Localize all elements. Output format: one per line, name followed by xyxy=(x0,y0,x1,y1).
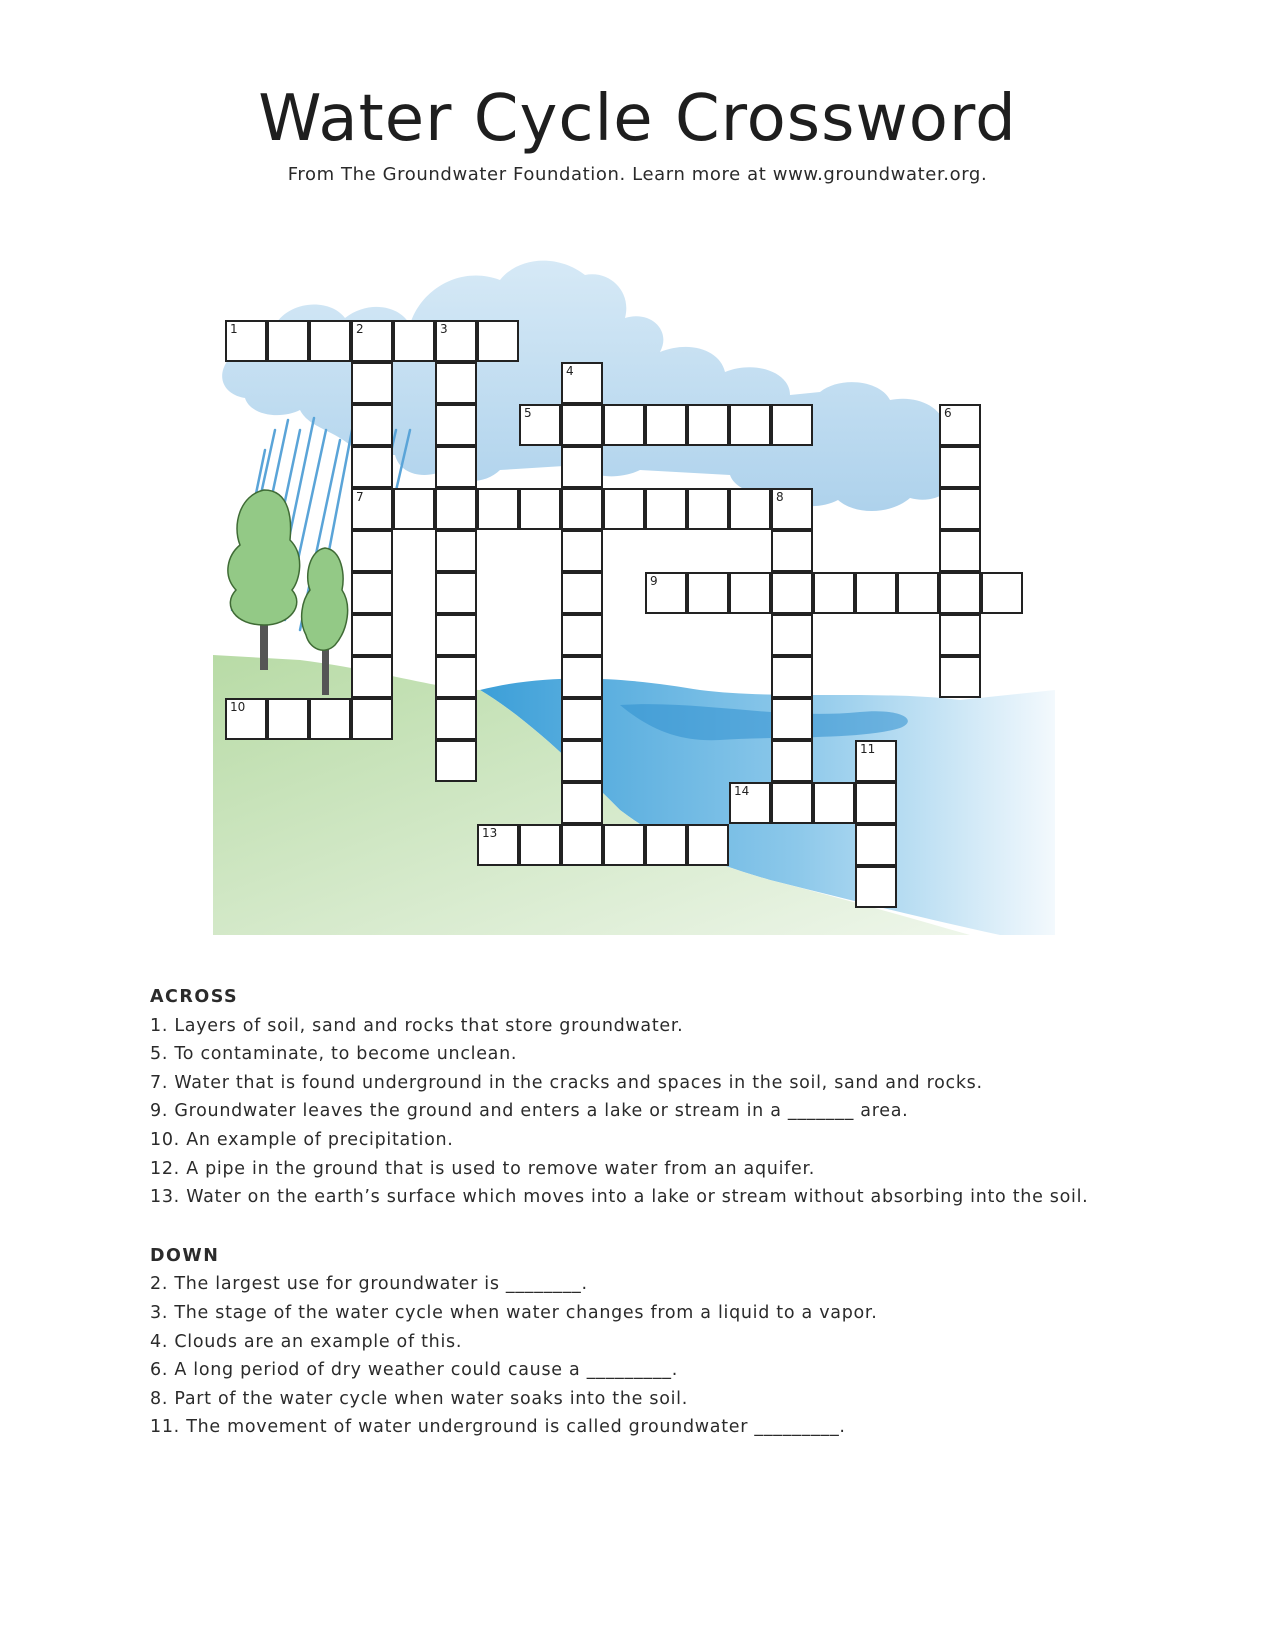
clue-number: 3 xyxy=(440,322,448,336)
clue-spacer xyxy=(150,1212,1150,1242)
grid-cell[interactable] xyxy=(855,782,897,824)
across-clue: 9. Groundwater leaves the ground and enters a lake or stream in a _______ area. xyxy=(150,1101,909,1122)
grid-cell[interactable] xyxy=(351,614,393,656)
across-heading: ACROSS xyxy=(150,987,239,1007)
clue-number: 4 xyxy=(566,364,574,378)
down-clue: 8. Part of the water cycle when water soaks into the soil. xyxy=(150,1388,688,1409)
page-title: Water Cycle Crossword xyxy=(258,82,1017,156)
grid-cell[interactable] xyxy=(561,572,603,614)
grid-cell[interactable] xyxy=(939,488,981,530)
grid-cell[interactable] xyxy=(855,572,897,614)
grid-cell[interactable] xyxy=(687,572,729,614)
grid-cell[interactable] xyxy=(477,824,519,866)
grid-cell[interactable] xyxy=(603,404,645,446)
grid-cell[interactable] xyxy=(939,530,981,572)
grid-cell[interactable] xyxy=(897,572,939,614)
grid-cell[interactable] xyxy=(939,656,981,698)
clue-number: 13 xyxy=(482,826,498,840)
clues-section xyxy=(150,983,1150,1442)
grid-cell[interactable] xyxy=(729,404,771,446)
grid-cell[interactable] xyxy=(855,866,897,908)
grid-cell[interactable] xyxy=(603,824,645,866)
grid-cell[interactable] xyxy=(603,488,645,530)
grid-cell[interactable] xyxy=(855,824,897,866)
grid-cell[interactable] xyxy=(939,614,981,656)
clue-number: 6 xyxy=(944,406,952,420)
grid-cell[interactable] xyxy=(435,656,477,698)
across-clue: 12. A pipe in the ground that is used to remove water from an aquifer. xyxy=(150,1158,816,1179)
grid-cell[interactable] xyxy=(477,320,519,362)
across-clue-list xyxy=(150,1012,1150,1212)
down-clue: 6. A long period of dry weather could cause a _________. xyxy=(150,1360,679,1381)
grid-cell[interactable] xyxy=(561,782,603,824)
grid-cell[interactable] xyxy=(729,782,771,824)
grid-cell[interactable] xyxy=(351,656,393,698)
across-clue: 5. To contaminate, to become unclean. xyxy=(150,1044,518,1065)
grid-cell[interactable] xyxy=(351,362,393,404)
grid-cell[interactable] xyxy=(687,824,729,866)
grid-cell[interactable] xyxy=(561,656,603,698)
clue-number: 5 xyxy=(524,406,532,420)
grid-cell[interactable] xyxy=(771,572,813,614)
grid-cell[interactable] xyxy=(939,572,981,614)
grid-cell[interactable] xyxy=(561,530,603,572)
grid-cell[interactable] xyxy=(771,698,813,740)
grid-cell[interactable] xyxy=(435,446,477,488)
grid-cell[interactable] xyxy=(267,698,309,740)
down-clue: 3. The stage of the water cycle when water changes from a liquid to a vapor. xyxy=(150,1302,878,1323)
grid-cell[interactable] xyxy=(687,488,729,530)
across-clue: 13. Water on the earth’s surface which moves into a lake or stream without absorbing into the soil. xyxy=(150,1187,1089,1208)
grid-cell[interactable] xyxy=(435,320,477,362)
grid-cell[interactable] xyxy=(561,614,603,656)
clue-number: 7 xyxy=(356,490,364,504)
clue-number: 1 xyxy=(230,322,238,336)
grid-cell[interactable] xyxy=(435,404,477,446)
grid-cell[interactable] xyxy=(561,362,603,404)
clue-number: 11 xyxy=(860,742,876,756)
grid-cell[interactable] xyxy=(771,656,813,698)
across-clue: 10. An example of precipitation. xyxy=(150,1129,454,1150)
clue-number: 14 xyxy=(734,784,750,798)
grid-cell[interactable] xyxy=(813,572,855,614)
grid-cell[interactable] xyxy=(477,488,519,530)
grid-cell[interactable] xyxy=(939,446,981,488)
grid-cell[interactable] xyxy=(435,362,477,404)
grid-cell[interactable] xyxy=(519,824,561,866)
grid-cell[interactable] xyxy=(351,320,393,362)
grid-cell[interactable] xyxy=(351,404,393,446)
grid-cell[interactable] xyxy=(981,572,1023,614)
grid-cell[interactable] xyxy=(351,530,393,572)
grid-cell[interactable] xyxy=(519,404,561,446)
grid-cell[interactable] xyxy=(771,782,813,824)
grid-cell[interactable] xyxy=(225,320,267,362)
grid-cell[interactable] xyxy=(393,320,435,362)
grid-cell[interactable] xyxy=(435,530,477,572)
grid-cell[interactable] xyxy=(351,572,393,614)
clue-number: 10 xyxy=(230,700,246,714)
grid-cell[interactable] xyxy=(687,404,729,446)
grid-cell[interactable] xyxy=(435,488,477,530)
grid-cell[interactable] xyxy=(561,824,603,866)
grid-cell[interactable] xyxy=(813,782,855,824)
grid-cell[interactable] xyxy=(267,320,309,362)
grid-cell[interactable] xyxy=(561,698,603,740)
grid-cell[interactable] xyxy=(855,740,897,782)
grid-cell[interactable] xyxy=(561,488,603,530)
grid-cell[interactable] xyxy=(225,698,267,740)
grid-cell[interactable] xyxy=(435,572,477,614)
grid-cell[interactable] xyxy=(771,404,813,446)
down-clue: 2. The largest use for groundwater is ________. xyxy=(150,1274,588,1295)
clue-number: 2 xyxy=(356,322,364,336)
grid-cell[interactable] xyxy=(729,572,771,614)
grid-cell[interactable] xyxy=(729,488,771,530)
grid-cell[interactable] xyxy=(645,572,687,614)
down-clue: 4. Clouds are an example of this. xyxy=(150,1331,463,1352)
page-subtitle: From The Groundwater Foundation. Learn more at www.groundwater.org. xyxy=(287,164,988,185)
grid-cell[interactable] xyxy=(351,446,393,488)
grid-cell[interactable] xyxy=(561,740,603,782)
grid-cell[interactable] xyxy=(771,614,813,656)
across-clue: 7. Water that is found underground in the cracks and spaces in the soil, sand and rocks. xyxy=(150,1072,983,1093)
clue-number: 8 xyxy=(776,490,784,504)
grid-cell[interactable] xyxy=(519,488,561,530)
across-clue: 1. Layers of soil, sand and rocks that store groundwater. xyxy=(150,1015,684,1036)
grid-cell[interactable] xyxy=(771,740,813,782)
down-clue-list xyxy=(150,1270,1150,1442)
grid-cell[interactable] xyxy=(435,698,477,740)
grid-cell[interactable] xyxy=(561,446,603,488)
grid-cell[interactable] xyxy=(351,488,393,530)
down-clue: 11. The movement of water underground is called groundwater _________. xyxy=(150,1417,846,1438)
grid-cell[interactable] xyxy=(309,698,351,740)
grid-cell[interactable] xyxy=(939,404,981,446)
grid-cell[interactable] xyxy=(771,530,813,572)
grid-cell[interactable] xyxy=(645,404,687,446)
grid-cell[interactable] xyxy=(309,320,351,362)
grid-cell[interactable] xyxy=(645,824,687,866)
clue-number: 9 xyxy=(650,574,658,588)
grid-cell[interactable] xyxy=(351,698,393,740)
grid-cell[interactable] xyxy=(561,404,603,446)
grid-cell[interactable] xyxy=(393,488,435,530)
grid-cell[interactable] xyxy=(435,614,477,656)
grid-cell[interactable] xyxy=(645,488,687,530)
grid-cell[interactable] xyxy=(435,740,477,782)
down-heading: DOWN xyxy=(150,1245,220,1266)
grid-cell[interactable] xyxy=(771,488,813,530)
